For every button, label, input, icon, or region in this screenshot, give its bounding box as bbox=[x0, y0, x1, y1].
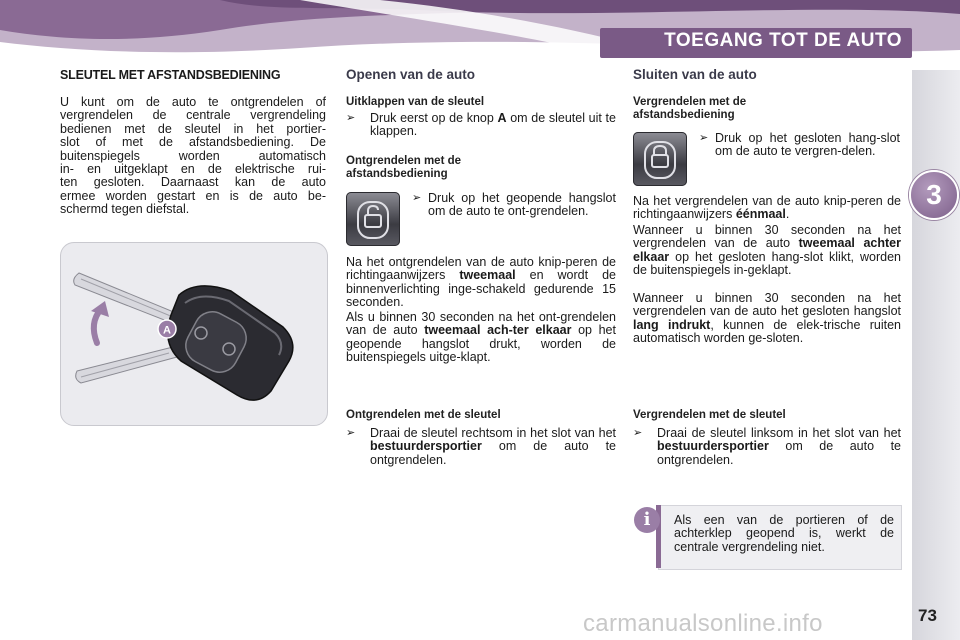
bullet-key-unlock bbox=[346, 427, 616, 467]
bullet-arrow-icon: ➢ bbox=[633, 427, 643, 439]
subtitle-remote-lock bbox=[633, 96, 746, 122]
key-button-a-label: A bbox=[163, 324, 171, 337]
intro-line: ten gesloten. Daarnaast kan de auto bbox=[60, 175, 326, 190]
intro-line: bedienen met de sleutel in het portier- bbox=[60, 121, 326, 136]
section-title-closing: Sluiten van de auto bbox=[633, 67, 757, 82]
bullet-arrow-icon: ➢ bbox=[346, 112, 356, 124]
bullet-key-lock bbox=[633, 427, 901, 467]
emphasis-text: éénmaal bbox=[735, 207, 786, 222]
bullet-text: Druk op het gesloten hang-slot om de auto te vergren-delen. bbox=[715, 131, 900, 159]
paragraph-text: Na het ontgrendelen van de auto knip-peren de richtingaanwijzers bbox=[346, 255, 616, 283]
emphasis-text: bestuurdersportier bbox=[370, 439, 482, 454]
locked-padlock-icon bbox=[633, 132, 687, 186]
intro-line: buitenspiegels worden automatisch bbox=[60, 148, 326, 163]
unlocked-padlock-icon bbox=[346, 192, 400, 246]
button-a-reference: A bbox=[497, 111, 507, 125]
bullet-unfold-key bbox=[346, 112, 616, 139]
paragraph-text: en wordt de binnenverlichting inge-schakeld gedurende 15 seconden. bbox=[346, 268, 616, 310]
intro-line: U kunt om de auto te ontgrendelen of bbox=[60, 95, 326, 109]
subtitle-line: Ontgrendelen met de bbox=[346, 155, 462, 167]
section-title-opening: Openen van de auto bbox=[346, 67, 476, 82]
key-illustration-panel bbox=[60, 242, 328, 426]
chapter-side-strip bbox=[912, 70, 960, 640]
subtitle-unfold-key: Uitklappen van de sleutel bbox=[346, 96, 485, 108]
bullet-press-open-padlock bbox=[412, 192, 616, 219]
intro-line: in- en uitgeklapt en de elektrische rui- bbox=[60, 162, 326, 177]
intro-line: schermd tegen diefstal. bbox=[60, 202, 190, 217]
emphasis-text: tweemaal ach-ter elkaar bbox=[424, 323, 572, 338]
page-header-title: TOEGANG TOT DE AUTO bbox=[664, 30, 902, 51]
paragraph-lock-mirrors bbox=[633, 224, 901, 278]
bullet-text: Draai de sleutel linksom in het slot van het bbox=[657, 426, 901, 440]
intro-line: slot of met de afstandsbediening. De bbox=[60, 135, 326, 150]
bullet-text: Druk eerst op de knop bbox=[370, 111, 498, 125]
remote-key-illustration bbox=[61, 243, 327, 425]
unlocked-padlock-icon bbox=[346, 192, 400, 246]
emphasis-text: lang indrukt bbox=[633, 317, 711, 332]
emphasis-text: tweemaal bbox=[459, 268, 516, 283]
emphasis-text: tweemaal achter elkaar bbox=[633, 236, 901, 264]
watermark: carmanualsonline.info bbox=[583, 610, 823, 637]
info-note-text: Als een van de portieren of de achterklep geopend is, werkt de centrale vergrendeling niet. bbox=[674, 513, 894, 554]
bullet-arrow-icon: ➢ bbox=[699, 132, 709, 144]
bullet-text: om de auto te ontgrendelen. bbox=[370, 439, 616, 467]
subtitle-line: afstandsbediening bbox=[346, 168, 448, 180]
info-icon: i bbox=[634, 507, 660, 533]
subtitle-remote-unlock bbox=[346, 155, 461, 181]
bullet-press-closed-padlock bbox=[699, 132, 900, 159]
bullet-text: Draai de sleutel rechtsom in het slot van het bbox=[370, 426, 616, 440]
intro-line: ermee worden gestart en is de auto be- bbox=[60, 188, 326, 203]
paragraph-text: op het geopende hangslot drukt, worden de buitenspiegels uitge-klapt. bbox=[346, 323, 616, 365]
paragraph-lock-indicators bbox=[633, 195, 901, 222]
paragraph-text: Wanneer u binnen 30 seconden na het vergrendelen van de auto bbox=[633, 223, 901, 251]
paragraph-unlock-mirrors bbox=[346, 311, 616, 365]
intro-paragraph bbox=[60, 96, 326, 217]
locked-padlock-icon bbox=[633, 132, 687, 186]
bullet-arrow-icon: ➢ bbox=[412, 192, 422, 204]
paragraph-unlock-indicators bbox=[346, 256, 616, 310]
intro-line: vergrendelen de centrale vergrendeling bbox=[60, 108, 326, 123]
bullet-text: om de sleutel uit te klappen. bbox=[370, 111, 616, 139]
page-number: 73 bbox=[918, 606, 937, 625]
subtitle-key-lock: Vergrendelen met de sleutel bbox=[633, 409, 786, 421]
section-title-remote-key: SLEUTEL MET AFSTANDSBEDIENING bbox=[60, 68, 281, 82]
paragraph-text: Als u binnen 30 seconden na het ont-grendelen van de auto bbox=[346, 310, 616, 338]
paragraph-lock-windows bbox=[633, 292, 901, 346]
subtitle-key-unlock: Ontgrendelen met de sleutel bbox=[346, 409, 501, 421]
paragraph-text: . bbox=[785, 207, 790, 222]
emphasis-text: bestuurdersportier bbox=[657, 439, 769, 454]
paragraph-text: , kunnen de elek-trische ruiten automatisch worden ge-sloten. bbox=[633, 317, 901, 346]
bullet-text: om de auto te ontgrendelen. bbox=[657, 439, 901, 467]
subtitle-line: afstandsbediening bbox=[633, 109, 735, 121]
chapter-number-badge: 3 bbox=[909, 170, 959, 220]
subtitle-line: Vergrendelen met de bbox=[633, 96, 747, 108]
paragraph-text: Na het vergrendelen van de auto knip-peren de richtingaanwijzers bbox=[633, 194, 901, 222]
paragraph-text: Wanneer u binnen 30 seconden na het vergrendelen van de auto het gesloten hangslot bbox=[633, 291, 901, 319]
bullet-arrow-icon: ➢ bbox=[346, 427, 356, 439]
paragraph-text: op het gesloten hang-slot klikt, worden de buitenspiegels in-geklapt. bbox=[633, 249, 901, 278]
bullet-text: Druk op het geopende hangslot om de auto te ont-grendelen. bbox=[428, 191, 616, 219]
